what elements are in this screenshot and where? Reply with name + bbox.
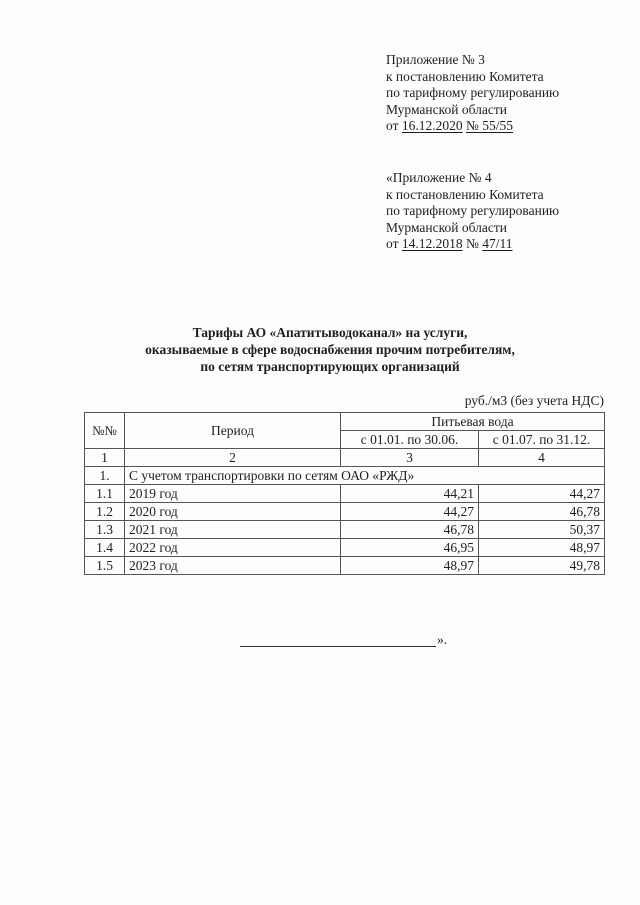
appendix-line: Мурманской области: [386, 101, 507, 117]
appendix-line: к постановлению Комитета: [386, 68, 544, 84]
header-drinking-water: Питьевая вода: [341, 413, 605, 431]
row-number: 1.3: [85, 521, 125, 539]
unit-label: руб./м3 (без учета НДС): [464, 393, 604, 408]
document-title: [60, 324, 600, 375]
table-row: [85, 521, 605, 539]
closing-quote: ».: [437, 632, 448, 647]
title-line: оказываемые в сфере водоснабжения прочим потребителям,: [145, 342, 515, 357]
column-index: 3: [341, 449, 479, 467]
table-row: [85, 485, 605, 503]
appendix-line: к постановлению Комитета: [386, 186, 544, 202]
row-number: 1.2: [85, 503, 125, 521]
table-header-row: [85, 413, 605, 431]
header-second-half: с 01.07. по 31.12.: [479, 431, 605, 449]
row-value-first-half: 46,95: [341, 539, 479, 557]
row-number: 1.: [85, 467, 125, 485]
header-period: Период: [125, 413, 341, 449]
appendix-line: по тарифному регулированию: [386, 203, 560, 218]
row-period: 2021 год: [125, 521, 341, 539]
closing-rule: [240, 634, 436, 647]
appendix-date-line: [386, 118, 559, 135]
appendix-line: по тарифному регулированию: [386, 85, 560, 100]
title-line: Тарифы АО «Апатитыводоканал» на услуги,: [192, 325, 468, 340]
column-index: 4: [479, 449, 605, 467]
row-period: 2020 год: [125, 503, 341, 521]
table-index-row: [85, 449, 605, 467]
table-row: [85, 539, 605, 557]
appendix-date-line: [386, 236, 559, 253]
row-period: 2019 год: [125, 485, 341, 503]
row-value-second-half: 49,78: [479, 557, 605, 575]
row-number: 1.5: [85, 557, 125, 575]
row-value-first-half: 44,21: [341, 485, 479, 503]
header-number: №№: [85, 413, 125, 449]
row-period: 2022 год: [125, 539, 341, 557]
column-index: 1: [85, 449, 125, 467]
title-line: по сетям транспортирующих организаций: [200, 359, 460, 374]
row-value-first-half: 46,78: [341, 521, 479, 539]
row-period: 2023 год: [125, 557, 341, 575]
date-prefix: от: [386, 236, 399, 251]
section-label: С учетом транспортировки по сетям ОАО «РЖД»: [125, 467, 605, 485]
column-index: 2: [125, 449, 341, 467]
row-value-first-half: 44,27: [341, 503, 479, 521]
table-row: [85, 503, 605, 521]
appendix-date: 16.12.2020: [401, 118, 463, 133]
number-prefix: №: [465, 236, 479, 251]
date-prefix: от: [386, 118, 399, 133]
appendix-line: Мурманской области: [386, 219, 507, 235]
appendix-date: 14.12.2018: [401, 236, 463, 251]
table-section-row: [85, 467, 605, 485]
row-value-second-half: 50,37: [479, 521, 605, 539]
appendix-number: № 55/55: [465, 118, 513, 133]
row-value-second-half: 44,27: [479, 485, 605, 503]
appendix-line: «Приложение № 4: [386, 170, 492, 185]
tariff-table: [84, 412, 605, 575]
header-first-half: с 01.01. по 30.06.: [341, 431, 479, 449]
table-row: [85, 557, 605, 575]
row-value-first-half: 48,97: [341, 557, 479, 575]
appendix-line: Приложение № 3: [386, 52, 485, 67]
row-value-second-half: 48,97: [479, 539, 605, 557]
row-value-second-half: 46,78: [479, 503, 605, 521]
appendix-header-current: [386, 52, 559, 135]
row-number: 1.4: [85, 539, 125, 557]
appendix-header-previous: [386, 170, 559, 253]
appendix-number: 47/11: [482, 236, 513, 251]
row-number: 1.1: [85, 485, 125, 503]
